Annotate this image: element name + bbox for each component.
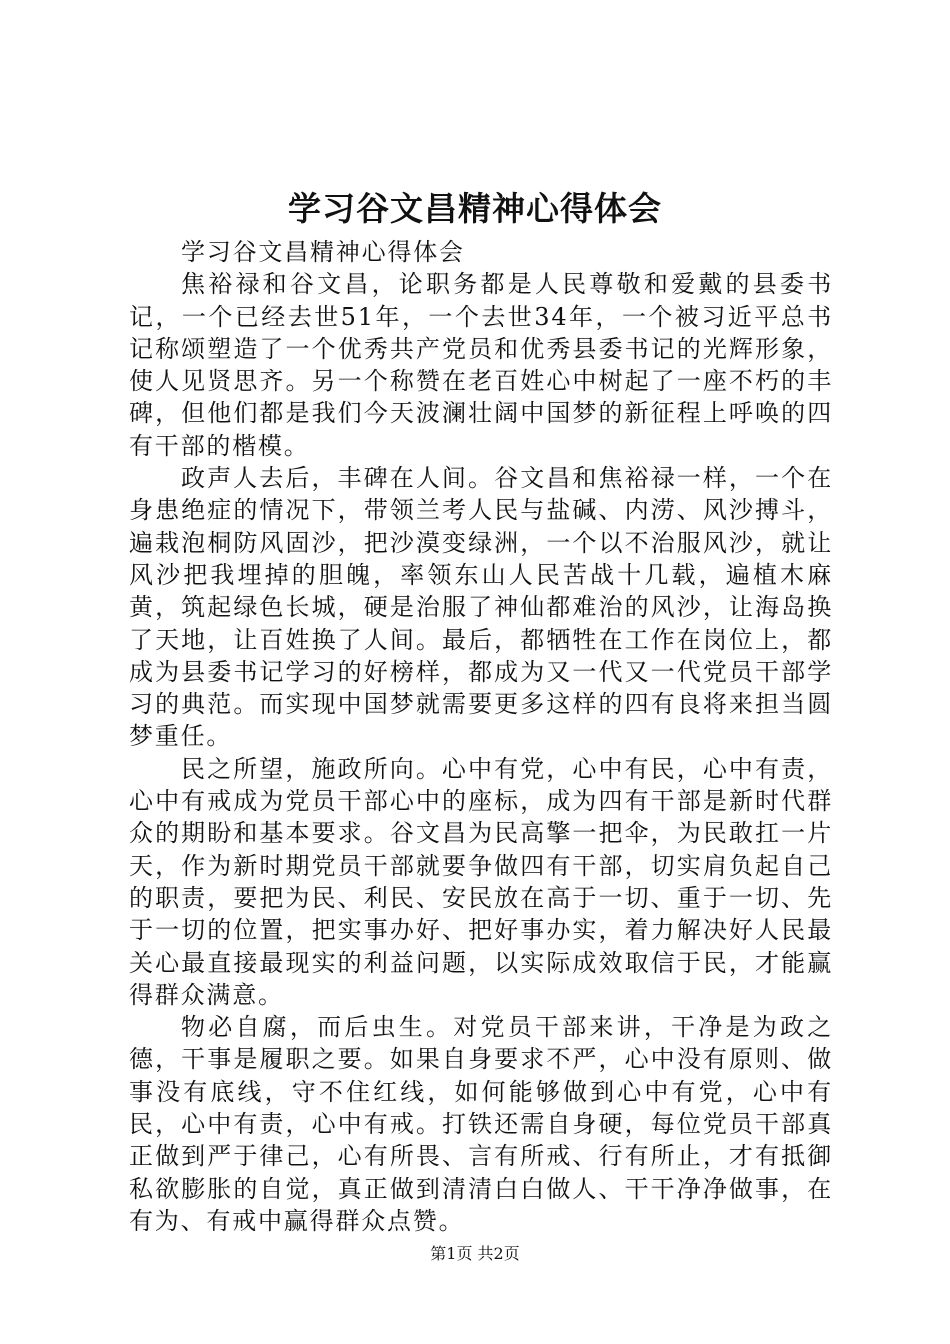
paragraph: 焦裕禄和谷文昌，论职务都是人民尊敬和爱戴的县委书记，一个已经去世51年，一个去世34年，一个被习近平总书记称颂塑造了一个优秀共产党员和优秀县委书记的光辉形象，使人见贤思齐。另一个称赞在老百姓心中树起了一座不朽的丰碑，但他们都是我们今天波澜壮阔中国梦的新征程上呼唤的四有干部的楷模。 — [129, 270, 833, 460]
paragraph: 物必自腐，而后虫生。对党员干部来讲，干净是为政之德，干事是履职之要。如果自身要求不严，心中没有原则、做事没有底线，守不住红线，如何能够做到心中有党，心中有民，心中有责，心中有戒。打铁还需自身硬，每位党员干部真正做到严于律己，心有所畏、言有所戒、行有所止，才有抵御私欲膨胀的自觉，真正做到清清白白做人、干干净净做事，在有为、有戒中赢得群众点赞。 — [129, 1013, 833, 1235]
paragraph: 民之所望，施政所向。心中有党，心中有民，心中有责，心中有戒成为党员干部心中的座标，成为四有干部是新时代群众的期盼和基本要求。谷文昌为民高擎一把伞，为民敢扛一片天，作为新时期党员干部就要争做四有干部，切实肩负起自己的职责，要把为民、利民、安民放在高于一切、重于一切、先于一切的位置，把实事办好、把好事办实，着力解决好人民最关心最直接最现实的利益问题，以实际成效取信于民，才能赢得群众满意。 — [129, 754, 833, 1009]
document-title: 学习谷文昌精神心得体会 — [288, 189, 662, 228]
page-number-footer: 第1页 共2页 — [430, 1244, 520, 1263]
document-body — [129, 236, 833, 1237]
paragraph-subtitle: 学习谷文昌精神心得体会 — [181, 238, 465, 266]
paragraph: 政声人去后，丰碑在人间。谷文昌和焦裕禄一样，一个在身患绝症的情况下，带领兰考人民与盐碱、内涝、风沙搏斗，遍栽泡桐防风固沙，把沙漠变绿洲，一个以不治服风沙，就让风沙把我埋掉的胆魄，率领东山人民苦战十几载，遍植木麻黄，筑起绿色长城，硬是治服了神仙都难治的风沙，让海岛换了天地，让百姓换了人间。最后，都牺牲在工作在岗位上，都成为县委书记学习的好榜样，都成为又一代又一代党员干部学习的典范。而实现中国梦就需要更多这样的四有良将来担当圆梦重任。 — [129, 464, 833, 751]
